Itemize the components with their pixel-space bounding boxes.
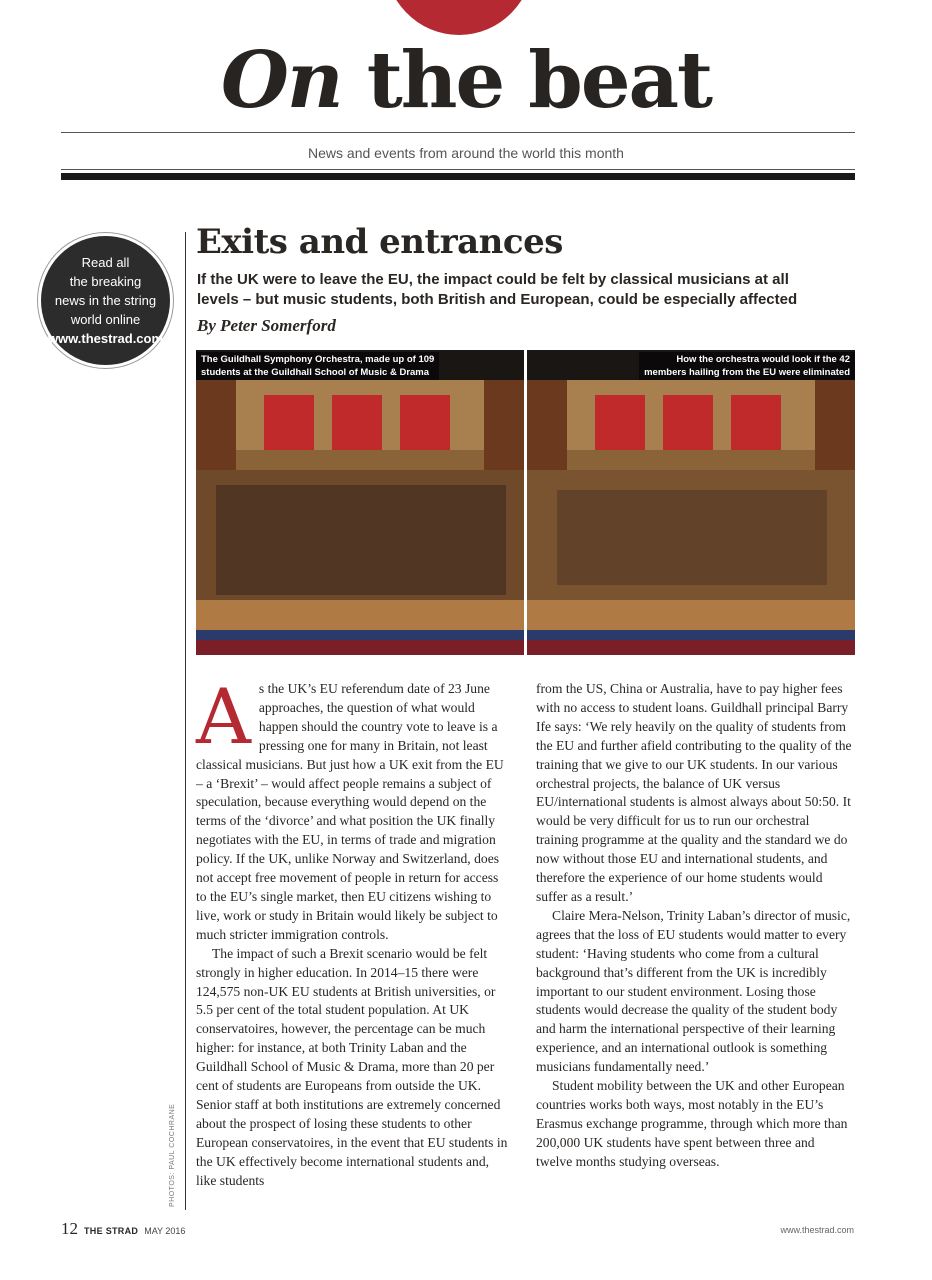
caption-line: students at the Guildhall School of Music & Drama [201,367,430,378]
caption-line: How the orchestra would look if the 42 [676,354,850,365]
article-standfirst: If the UK were to leave the EU, the impact could be felt by classical musicians at all levels – but music students, both British and European, could be especially affected [197,271,798,308]
footer-url-link[interactable]: www.thestrad.com [780,1225,854,1235]
promo-url-link[interactable]: www.thestrad.com [47,331,164,346]
section-tagline: News and events from around the world this month [308,145,624,161]
promo-line: the breaking [69,274,142,289]
orchestra-reduced-image [527,350,855,655]
masthead-italic-word: On [220,35,342,126]
left-photo-caption [196,352,439,380]
column-divider [185,232,186,1210]
page-number: 12 [61,1219,78,1238]
caption-line: The Guildhall Symphony Orchestra, made up of 109 [201,354,435,365]
article-byline: By Peter Somerford [197,316,336,335]
body-paragraph: s the UK’s EU referendum date of 23 June approaches, the question of what would happen should the country vote to leave is a pressing one for many in Britain, not least classical musicians. But just how a UK exit from the EU – a ‘Brexit’ – would affect people remains a subject of speculation, because everything would depend on the terms of the ‘divorce’ and what position the UK finally negotiates with the EU, in terms of trade and migration policy. If the UK, unlike Norway and Switzerland, does not accept free movement of people in return for access to the EU’s single market, then EU citizens wishing to live, work or study in Britain would likely be subject to much stricter immigration controls. [196,681,504,942]
section-masthead [0,35,932,126]
promo-line: Read all [81,255,130,270]
masthead-rest: the beat [341,35,712,126]
article-column-left [196,672,512,1190]
masthead-rule-thick [61,173,855,180]
page-folio [61,1219,185,1239]
orchestra-reduced-photo [527,350,855,655]
body-paragraph: The impact of such a Brexit scenario would be felt strongly in higher education. In 2014–15 there were 124,575 non-UK EU students at British universities, or 5.5 per cent of the total student population. At UK conservatoires, however, the percentage can be much higher: for instance, at both Trinity Laban and the Guildhall School of Music & Drama, more than 20 per cent of students are Europeans from outside the UK. Senior staff at both institutions are extremely concerned about the prospect of losing these students to other European conservatoires, in the event that EU students in the UK effectively become international students and, like students [196,945,508,1188]
promo-line: news in the string [54,293,157,308]
masthead-rule-top [61,132,855,133]
masthead-rule-mid [61,169,855,170]
issue-date: MAY 2016 [144,1226,186,1236]
drop-cap: A [196,672,251,761]
article-headline: Exits and entrances [196,222,563,262]
caption-line: members hailing from the EU were eliminated [644,367,850,378]
article-column-right [536,680,852,1172]
orchestra-full-image [196,350,524,655]
body-paragraph: Student mobility between the UK and other European countries works both ways, most notably in the EU’s Erasmus exchange programme, through which more than 200,000 UK students have spent between three and twelve months studying overseas. [536,1078,848,1169]
decorative-red-circle [384,0,534,35]
right-photo-caption [639,352,855,380]
photo-credit: PHOTOS: PAUL COCHRANE [169,1103,176,1207]
promo-line: world online [70,312,141,327]
online-promo-badge[interactable] [38,233,173,368]
body-paragraph: from the US, China or Australia, have to pay higher fees with no access to student loans. Guildhall principal Barry Ife says: ‘We rely heavily on the quality of students from the EU and further afield contributing to the quality of the training that we give to our UK students. In our various orchestral projects, the balance of UK versus EU/international students is almost always about 50:50. It would be very difficult for us to run our orchestral training programme at the quality and the standard we do now without those EU and international students, and therefore the experience of our home students would suffer as a result.’ [536,681,852,904]
orchestra-full-photo [196,350,524,655]
body-paragraph: Claire Mera-Nelson, Trinity Laban’s director of music, agrees that the loss of EU students would matter to every student: ‘Having students who come from a cultural background that’s different from the UK is incredibly important to our student environment. Losing those students would decrease the quality of the student body and harm the international perspective of their learning experience, and an international outlook is something musicians fundamentally need.’ [536,907,851,1075]
magazine-name: THE STRAD [84,1226,139,1236]
